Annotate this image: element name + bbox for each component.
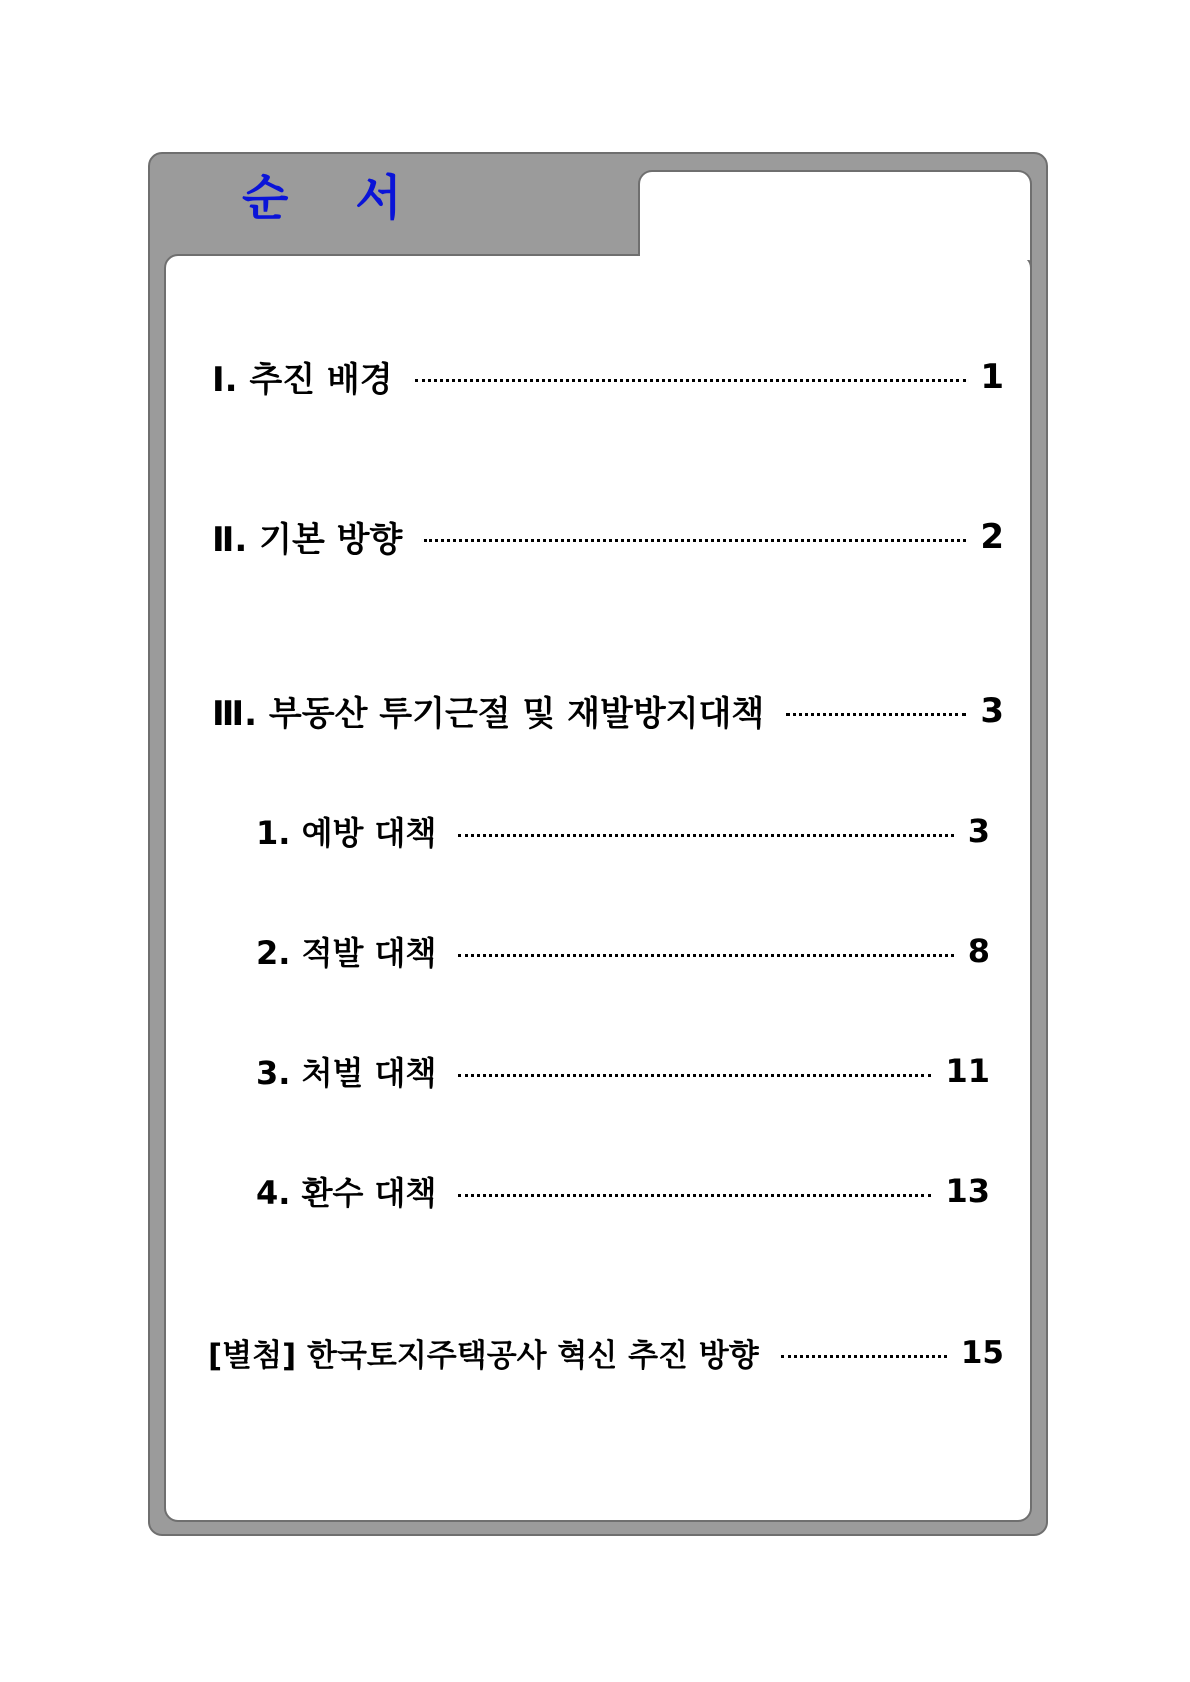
toc-subsection-1[interactable]	[256, 808, 990, 854]
dot-leader	[424, 539, 966, 542]
toc-page-number: 13	[945, 1172, 990, 1210]
dot-leader	[458, 1194, 931, 1197]
toc-page-number: 15	[960, 1334, 1004, 1371]
dot-leader	[781, 1355, 947, 1358]
page-title: 순 서	[242, 170, 402, 226]
toc-section-label: Ⅲ. 부동산 투기근절 및 재발방지대책	[212, 694, 765, 734]
toc-page-number: 3	[967, 812, 990, 850]
toc-section-label: Ⅰ. 추진 배경	[212, 360, 393, 400]
toc-annex-label: [별첨] 한국토지주택공사 혁신 추진 방향	[208, 1338, 759, 1374]
toc-subsection-3[interactable]	[256, 1048, 990, 1094]
toc-subsection-label: 3. 처벌 대책	[256, 1054, 437, 1092]
toc-subsection-label: 1. 예방 대책	[256, 814, 437, 852]
toc-subsection-label: 4. 환수 대책	[256, 1174, 437, 1212]
toc-page-number: 2	[980, 516, 1004, 557]
toc-section-label: Ⅱ. 기본 방향	[212, 520, 403, 560]
dot-leader	[458, 954, 953, 957]
dot-leader	[786, 713, 966, 716]
toc-subsection-4[interactable]	[256, 1168, 990, 1214]
dot-leader	[458, 1074, 931, 1077]
toc-section-1[interactable]	[212, 352, 1004, 401]
toc-page-number: 1	[980, 356, 1004, 397]
toc-subsection-2[interactable]	[256, 928, 990, 974]
toc-frame	[148, 152, 1048, 1536]
toc-panel	[164, 254, 1032, 1522]
toc-subsection-label: 2. 적발 대책	[256, 934, 437, 972]
toc-section-3[interactable]	[212, 686, 1004, 735]
toc-page-number: 8	[967, 932, 990, 970]
dot-leader	[458, 834, 953, 837]
toc-page-number: 3	[980, 690, 1004, 731]
dot-leader	[415, 379, 967, 382]
toc-section-2[interactable]	[212, 512, 1004, 561]
toc-page-number: 11	[945, 1052, 990, 1090]
toc-annex[interactable]	[208, 1330, 1004, 1375]
